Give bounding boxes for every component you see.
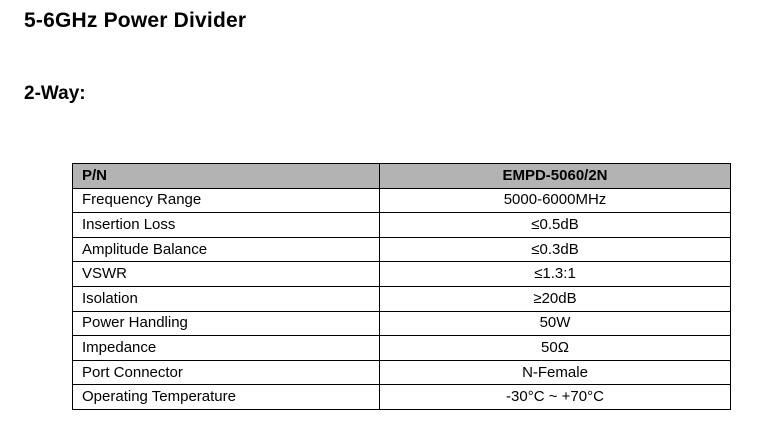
row-label: Frequency Range [73, 188, 380, 213]
row-label: Impedance [73, 336, 380, 361]
header-value-part-number: EMPD-5060/2N [380, 164, 731, 189]
table-row [73, 385, 731, 410]
row-label: Insertion Loss [73, 213, 380, 238]
table-row [73, 237, 731, 262]
row-value: ≤0.3dB [380, 237, 731, 262]
row-label: Power Handling [73, 311, 380, 336]
row-value: ≥20dB [380, 286, 731, 311]
spec-table-header [73, 164, 731, 189]
table-row [73, 213, 731, 238]
row-value: -30°C ~ +70°C [380, 385, 731, 410]
row-label: VSWR [73, 262, 380, 287]
table-row [73, 262, 731, 287]
row-label: Amplitude Balance [73, 237, 380, 262]
page-title: 5-6GHz Power Divider [24, 9, 247, 32]
row-label: Isolation [73, 286, 380, 311]
table-header-row [73, 164, 731, 189]
row-value: 50Ω [380, 336, 731, 361]
row-value: N-Female [380, 360, 731, 385]
spec-table-body [73, 188, 731, 409]
row-value: ≤0.5dB [380, 213, 731, 238]
table-row [73, 311, 731, 336]
table-row [73, 188, 731, 213]
table-row [73, 286, 731, 311]
table-row [73, 336, 731, 361]
row-label: Operating Temperature [73, 385, 380, 410]
row-value: 50W [380, 311, 731, 336]
section-title-2-way: 2-Way: [24, 83, 86, 104]
row-label: Port Connector [73, 360, 380, 385]
spec-table [72, 163, 731, 410]
row-value: 5000-6000MHz [380, 188, 731, 213]
table-row [73, 360, 731, 385]
header-label-pn: P/N [73, 164, 380, 189]
row-value: ≤1.3:1 [380, 262, 731, 287]
